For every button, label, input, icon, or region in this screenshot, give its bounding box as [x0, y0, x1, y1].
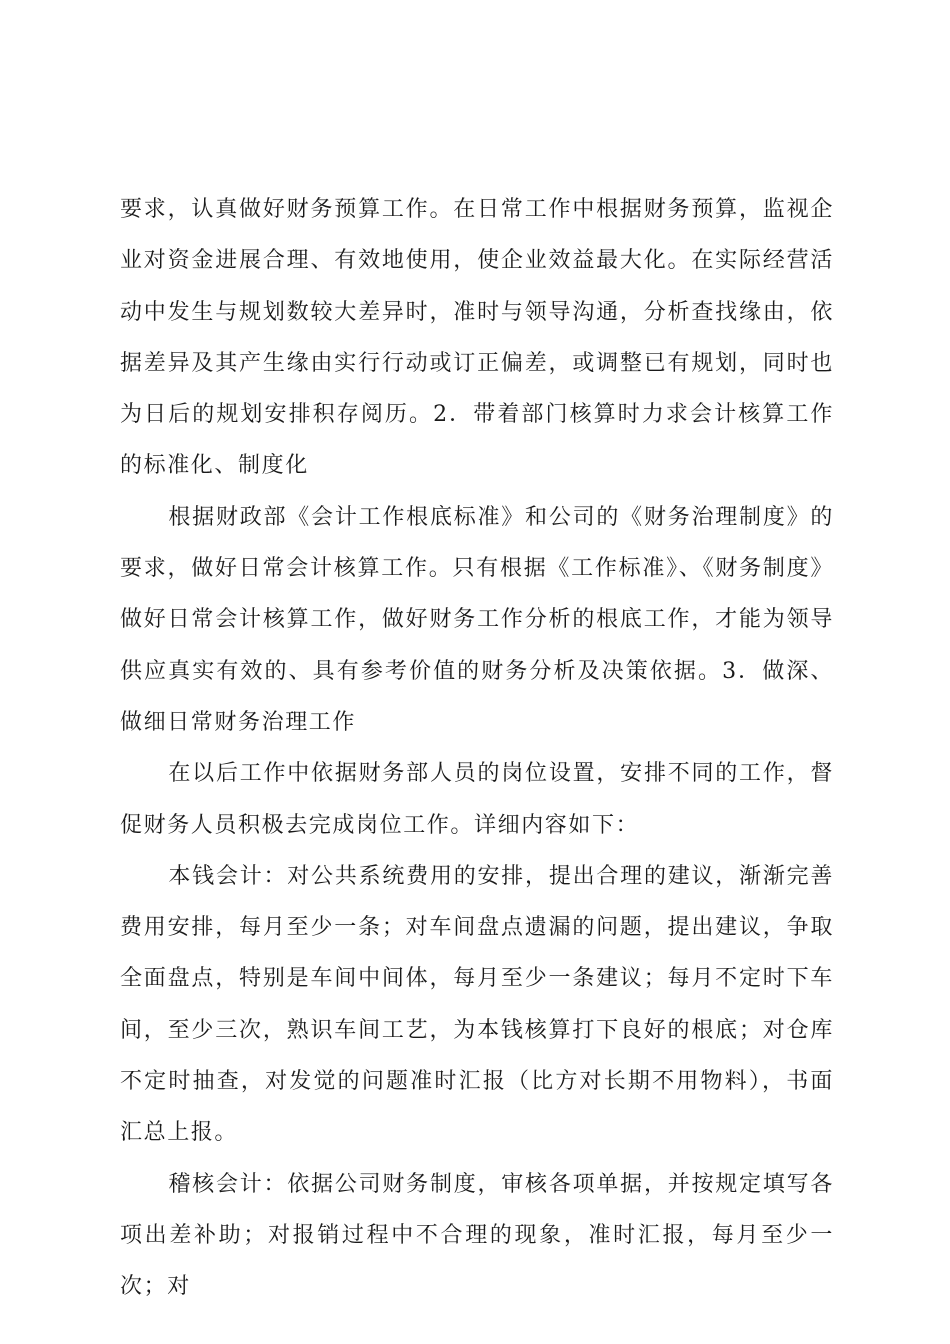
- paragraph-audit-accountant: 稽核会计：依据公司财务制度，审核各项单据，并按规定填写各项出差补助；对报销过程中不合理的现象，准时汇报，每月至少一次；对: [120, 1171, 834, 1300]
- paragraph-budget-continuation: 要求，认真做好财务预算工作。在日常工作中根据财务预算，监视企业对资金进展合理、有效地使用，使企业效益最大化。在实际经营活动中发生与规划数较大差异时，准时与领导沟通，分析查找缘由，依据差异及其产生缘由实行行动或订正偏差，或调整已有规划，同时也为日后的规划安排积存阅历。2．带着部门核算时力求会计核算工作的标准化、制度化: [120, 197, 834, 479]
- document-body: [120, 184, 834, 1313]
- paragraph-staff-arrangement: 在以后工作中依据财务部人员的岗位设置，安排不同的工作，督促财务人员积极去完成岗位工作。详细内容如下：: [120, 761, 834, 838]
- paragraph-accounting-standards: 根据财政部《会计工作根底标准》和公司的《财务治理制度》的要求，做好日常会计核算工作。只有根据《工作标准》、《财务制度》做好日常会计核算工作，做好财务工作分析的根底工作，才能为领导供应真实有效的、具有参考价值的财务分析及决策依据。3．做深、做细日常财务治理工作: [120, 504, 834, 735]
- paragraph-cost-accountant: 本钱会计：对公共系统费用的安排，提出合理的建议，渐渐完善费用安排，每月至少一条；对车间盘点遗漏的问题，提出建议，争取全面盘点，特别是车间中间体，每月至少一条建议；每月不定时下车间，至少三次，熟识车间工艺，为本钱核算打下良好的根底；对仓库不定时抽查，对发觉的问题准时汇报（比方对长期不用物料），书面汇总上报。: [120, 863, 834, 1146]
